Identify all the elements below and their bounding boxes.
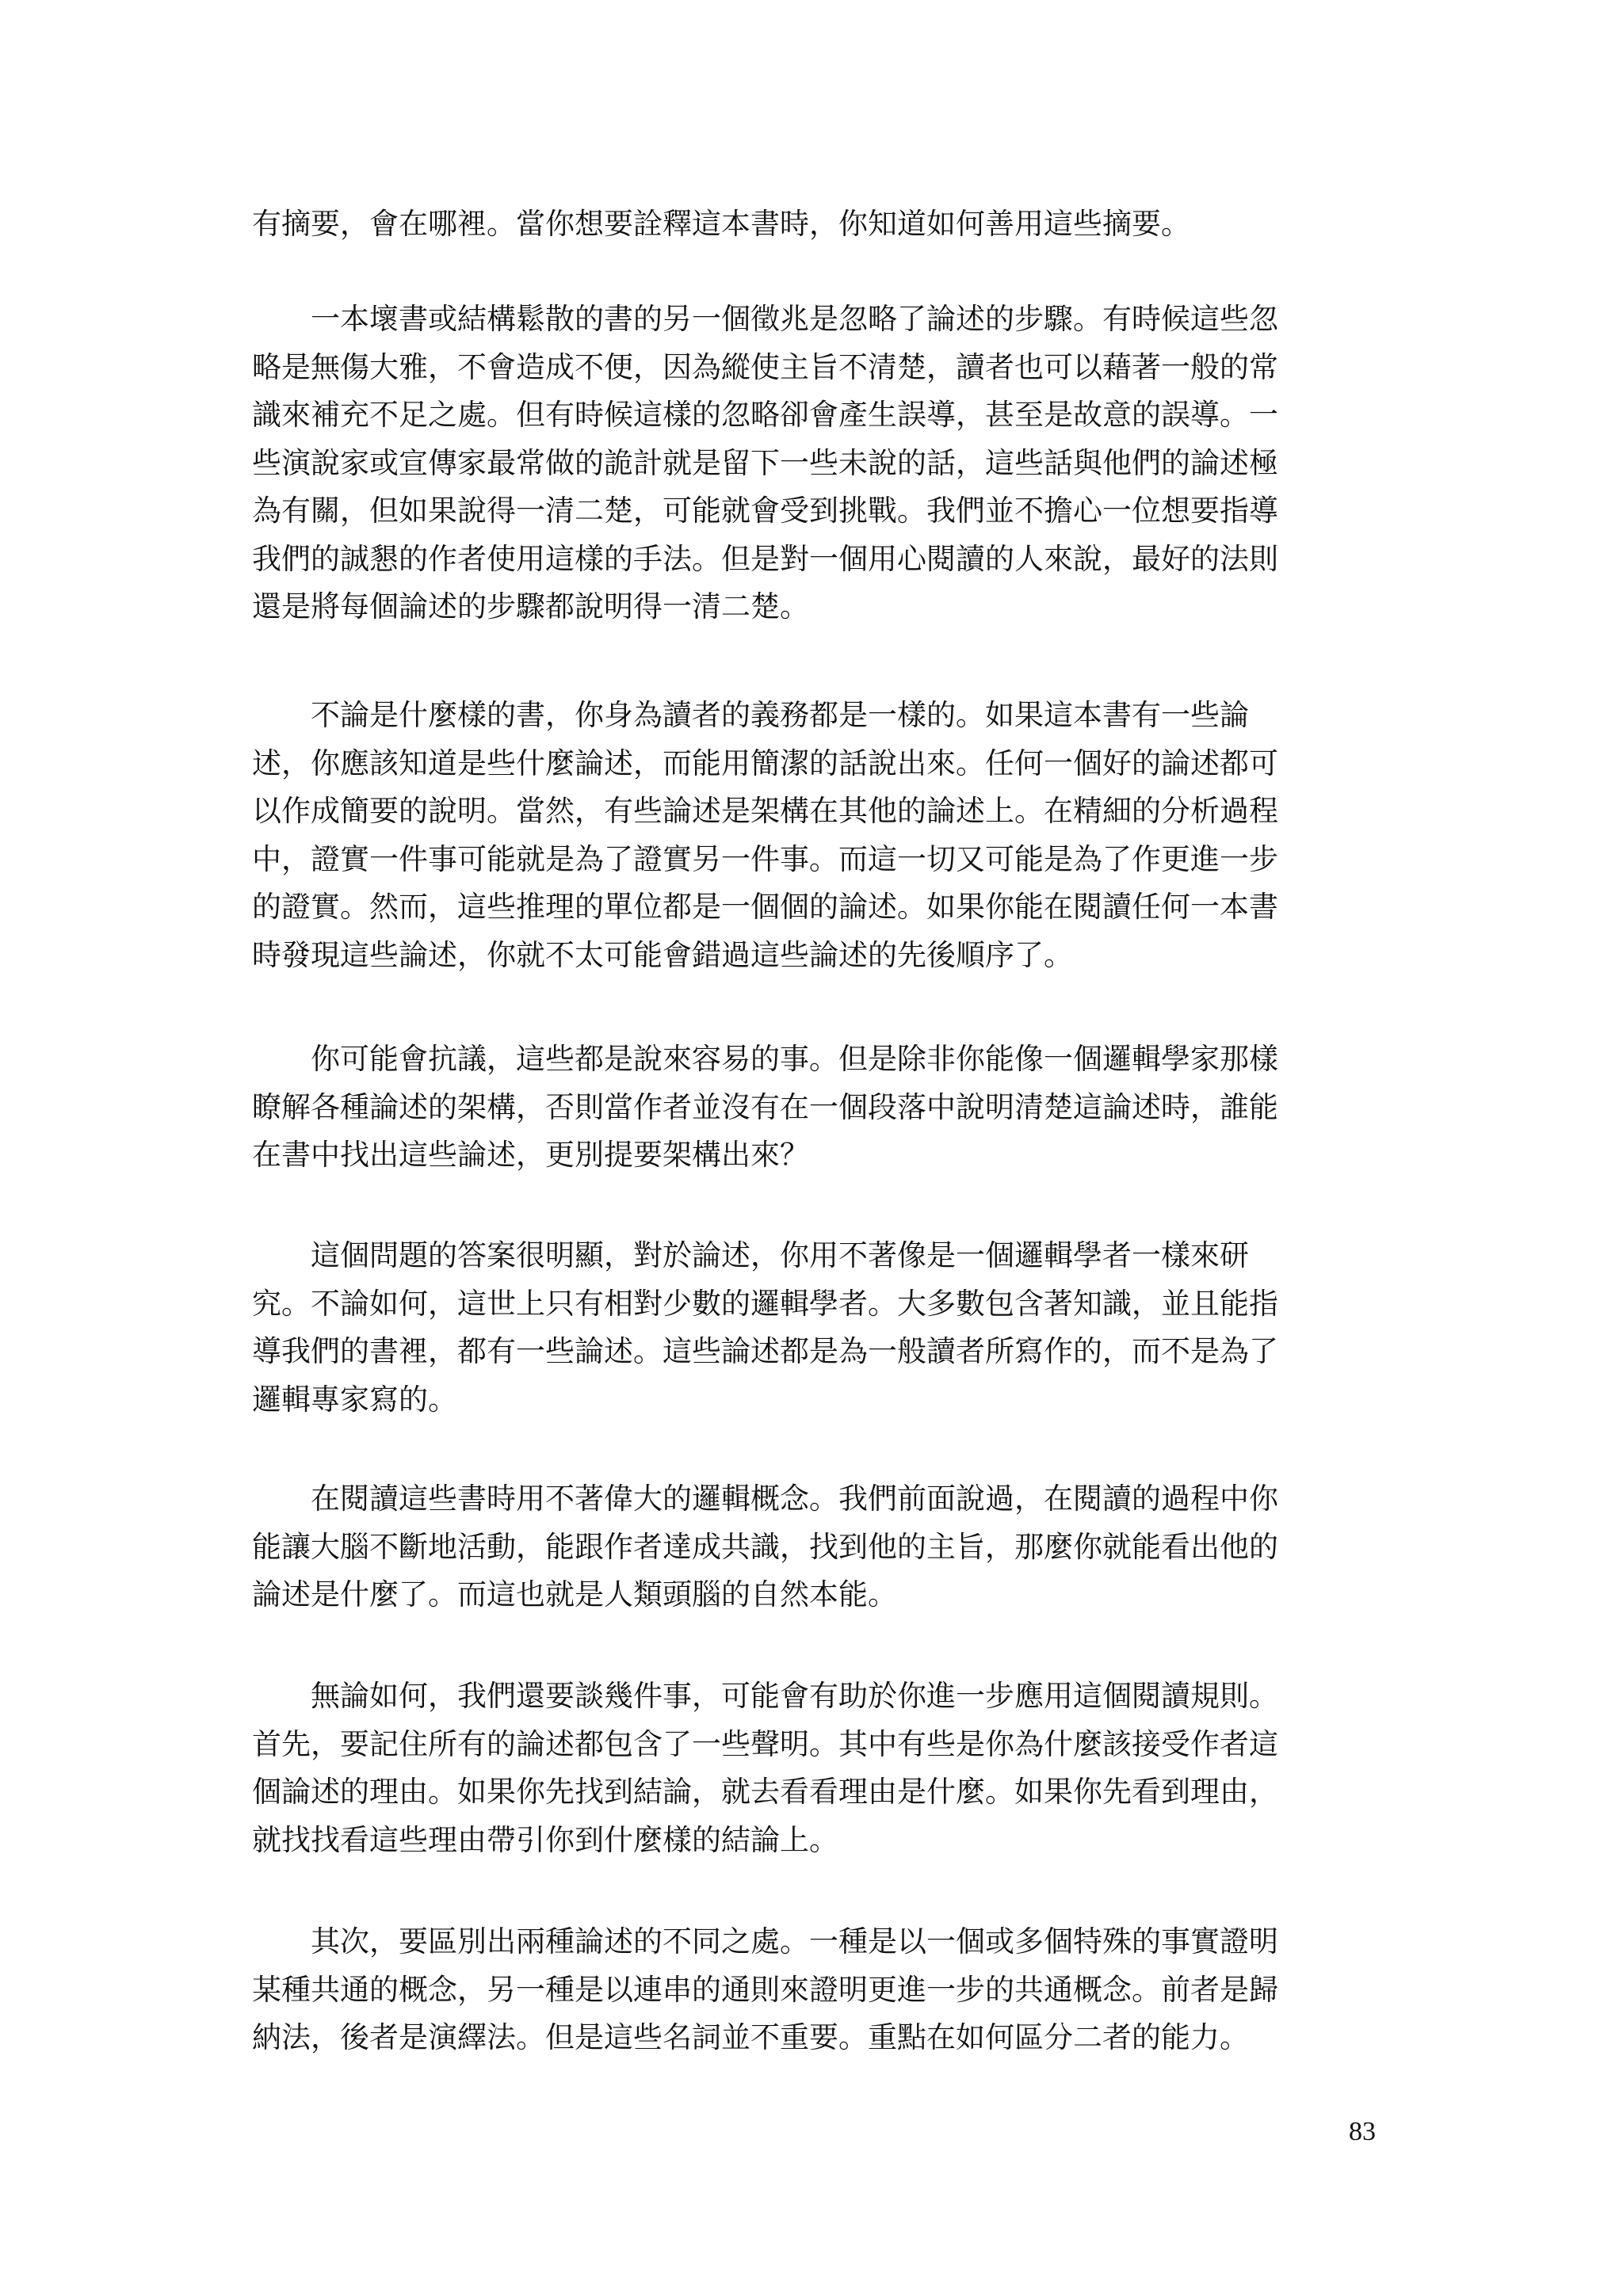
paragraph-6 <box>252 1484 1278 1628</box>
paragraph-2 <box>252 304 1278 640</box>
paragraph-1 <box>252 209 1190 257</box>
paragraph-3 <box>252 700 1278 988</box>
text-line: 究。不論如何，這世上只有相對少數的邏輯學者。大多數包含著知識，並且能指 <box>252 1286 1278 1321</box>
paragraph-7 <box>252 1681 1278 1873</box>
text-line: 以作成簡要的說明。當然，有些論述是架構在其他的論述上。在精細的分析過程 <box>252 794 1278 828</box>
text-line: 這個問題的答案很明顯，對於論述，你用不著像是一個邏輯學者一樣來研 <box>252 1238 1249 1272</box>
page-number: 83 <box>1349 2117 1376 2146</box>
text-line: 中，證實一件事可能就是為了證實另一件事。而這一切又可能是為了作更進一步 <box>252 841 1278 876</box>
text-line: 述，你應該知道是些什麼論述，而能用簡潔的話說出來。任何一個好的論述都可 <box>252 746 1278 780</box>
text-line: 其次，要區別出兩種論述的不同之處。一種是以一個或多個特殊的事實證明 <box>252 1924 1278 1958</box>
text-line: 有摘要，會在哪裡。當你想要詮釋這本書時，你知道如何善用這些摘要。 <box>252 207 1190 241</box>
text-line: 瞭解各種論述的架構，否則當作者並沒有在一個段落中說明清楚這論述時，誰能 <box>252 1089 1278 1124</box>
text-line: 能讓大腦不斷地活動，能跟作者達成共識，找到他的主旨，那麼你就能看出他的 <box>252 1529 1278 1564</box>
text-line: 邏輯專家寫的。 <box>252 1382 457 1417</box>
text-line: 略是無傷大雅，不會造成不便，因為縱使主旨不清楚，讀者也可以藉著一般的常 <box>252 349 1278 384</box>
text-line: 識來補充不足之處。但有時候這樣的忽略卻會產生誤導，甚至是故意的誤導。一 <box>252 398 1278 432</box>
text-line: 首先，要記住所有的論述都包含了一些聲明。其中有些是你為什麼該接受作者這 <box>252 1726 1278 1761</box>
paragraph-4 <box>252 1044 1278 1188</box>
text-line: 不論是什麼樣的書，你身為讀者的義務都是一樣的。如果這本書有一些論 <box>252 698 1249 732</box>
text-line: 你可能會抗議，這些都是說來容易的事。但是除非你能像一個邏輯學家那樣 <box>252 1042 1278 1076</box>
paragraph-5 <box>252 1238 1278 1432</box>
text-line: 就找找看這些理由帶引你到什麼樣的結論上。 <box>252 1822 838 1857</box>
text-line: 為有關，但如果說得一清二楚，可能就會受到挑戰。我們並不擔心一位想要指導 <box>252 494 1278 528</box>
text-line: 一本壞書或結構鬆散的書的另一個徵兆是忽略了論述的步驟。有時候這些忽 <box>252 302 1278 336</box>
text-line: 納法，後者是演繹法。但是這些名詞並不重要。重點在如何區分二者的能力。 <box>252 2020 1249 2054</box>
text-line: 個論述的理由。如果你先找到結論，就去看看理由是什麼。如果你先看到理由， <box>252 1775 1278 1809</box>
paragraph-8 <box>252 1924 1278 2071</box>
text-line: 時發現這些論述，你就不太可能會錯過這些論述的先後順序了。 <box>252 937 1073 972</box>
text-line: 無論如何，我們還要談幾件事，可能會有助於你進一步應用這個閱讀規則。 <box>252 1679 1278 1713</box>
text-line: 的證實。然而，這些推理的單位都是一個個的論述。如果你能在閱讀任何一本書 <box>252 890 1278 924</box>
text-line: 些演說家或宣傳家最常做的詭計就是留下一些未說的話，這些話與他們的論述極 <box>252 445 1278 480</box>
text-line: 我們的誠懇的作者使用這樣的手法。但是對一個用心閱讀的人來說，最好的法則 <box>252 541 1278 576</box>
text-line: 在閱讀這些書時用不著偉大的邏輯概念。我們前面說過，在閱讀的過程中你 <box>252 1482 1278 1516</box>
text-line: 導我們的書裡，都有一些論述。這些論述都是為一般讀者所寫作的，而不是為了 <box>252 1334 1278 1368</box>
text-line: 在書中找出這些論述，更別提要架構出來？ <box>252 1138 809 1172</box>
text-line: 某種共通的概念，另一種是以連串的通則來證明更進一步的共通概念。前者是歸 <box>252 1972 1278 2007</box>
text-line: 論述是什麼了。而這也就是人類頭腦的自然本能。 <box>252 1577 897 1611</box>
text-line: 還是將每個論述的步驟都說明得一清二楚。 <box>252 589 809 624</box>
